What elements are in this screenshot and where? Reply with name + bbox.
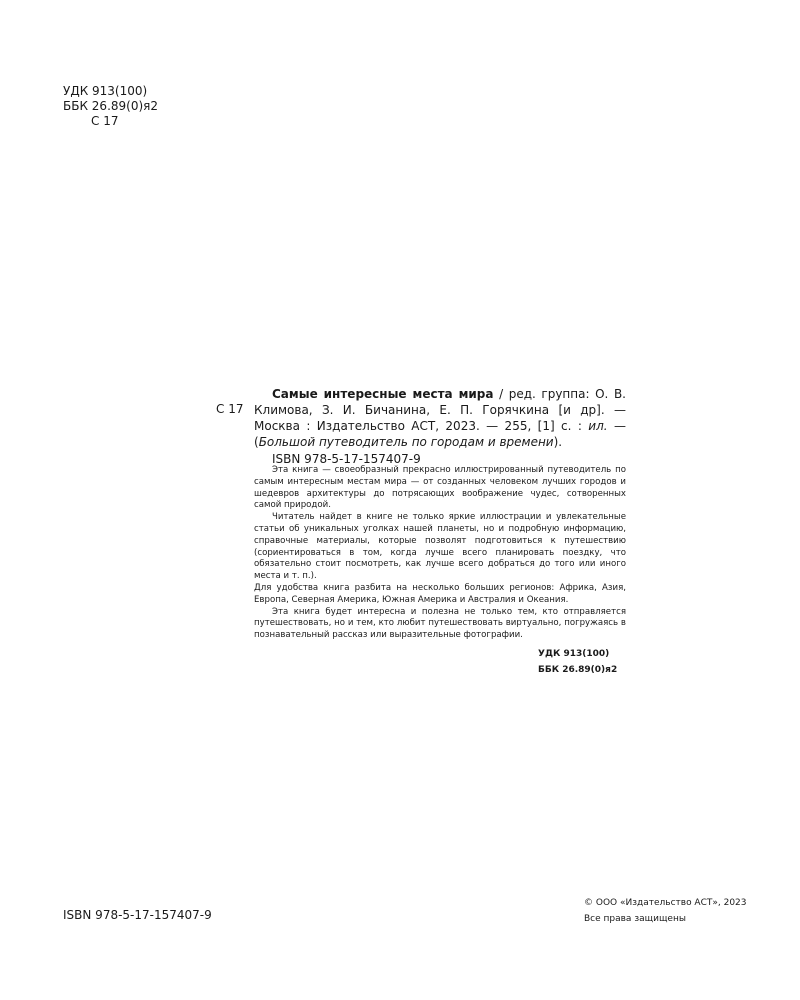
udk-code: УДК 913(100) — [63, 84, 148, 98]
copyright-notice: © ООО «Издательство АСТ», 2023 — [584, 898, 747, 908]
annotation — [254, 465, 626, 642]
bbk-code: ББК 26.89(0)я2 — [63, 99, 159, 113]
annotation-paragraph-1: Эта книга — своеобразный прекрасно иллюстрированный путеводитель по самым интересным местам мира — от созданных человеком лучших городов и шедевров архитектуры до потрясающих воображение чудес, сотворенных самой природой. — [254, 465, 626, 511]
ill-abbrev: ил. — [588, 419, 608, 433]
bibliographic-record — [254, 386, 626, 450]
series-open: — ( — [254, 419, 626, 449]
isbn-main: ISBN 978-5-17-157407-9 — [272, 452, 421, 466]
cutter-code: С 17 — [91, 114, 119, 128]
classification-block-top — [63, 84, 158, 129]
classification-block-bottom — [538, 646, 617, 678]
copyright-block — [584, 895, 747, 927]
udk-code-bottom: УДК 913(100) — [538, 649, 610, 659]
isbn-footer: ISBN 978-5-17-157407-9 — [63, 908, 212, 922]
bibliographic-description — [254, 386, 626, 450]
responsibility-statement: / ред. группа: О. В. Климова, З. И. Бичанина, Е. П. Горячкина [и др]. — Москва : Издательство АСТ, 2023. — 255, [1] с. : — [254, 387, 626, 433]
book-title: Самые интересные места мира — [272, 387, 494, 401]
annotation-paragraph-2: Читатель найдет в книге не только яркие иллюстрации и увлекательные статьи об уникальных уголках нашей планеты, но и подробную информацию, справочные материалы, которые позволят подготовиться к путешествию (сориентироваться в том, когда лучше всего планировать поездку, что обязательно стоит посмотреть, как лучше всего добраться до того или иного места и т. п.). — [254, 512, 626, 582]
series-title: Большой путеводитель по городам и времени — [258, 435, 554, 449]
cutter-code-main: С 17 — [216, 402, 244, 416]
bbk-code-bottom: ББК 26.89(0)я2 — [538, 665, 618, 675]
annotation-paragraph-4: Эта книга будет интересна и полезна не только тем, кто отправляется путешествовать, но и тем, кто любит путешествовать виртуально, погружаясь в познавательный рассказ или выразительные фотографии. — [254, 606, 626, 641]
series-close: ). — [553, 435, 563, 449]
rights-reserved: Все права защищены — [584, 914, 686, 924]
annotation-paragraph-3: Для удобства книга разбита на несколько больших регионов: Африка, Азия, Европа, Северная Америка, Южная Америка и Австралия и Океания. — [254, 582, 626, 605]
